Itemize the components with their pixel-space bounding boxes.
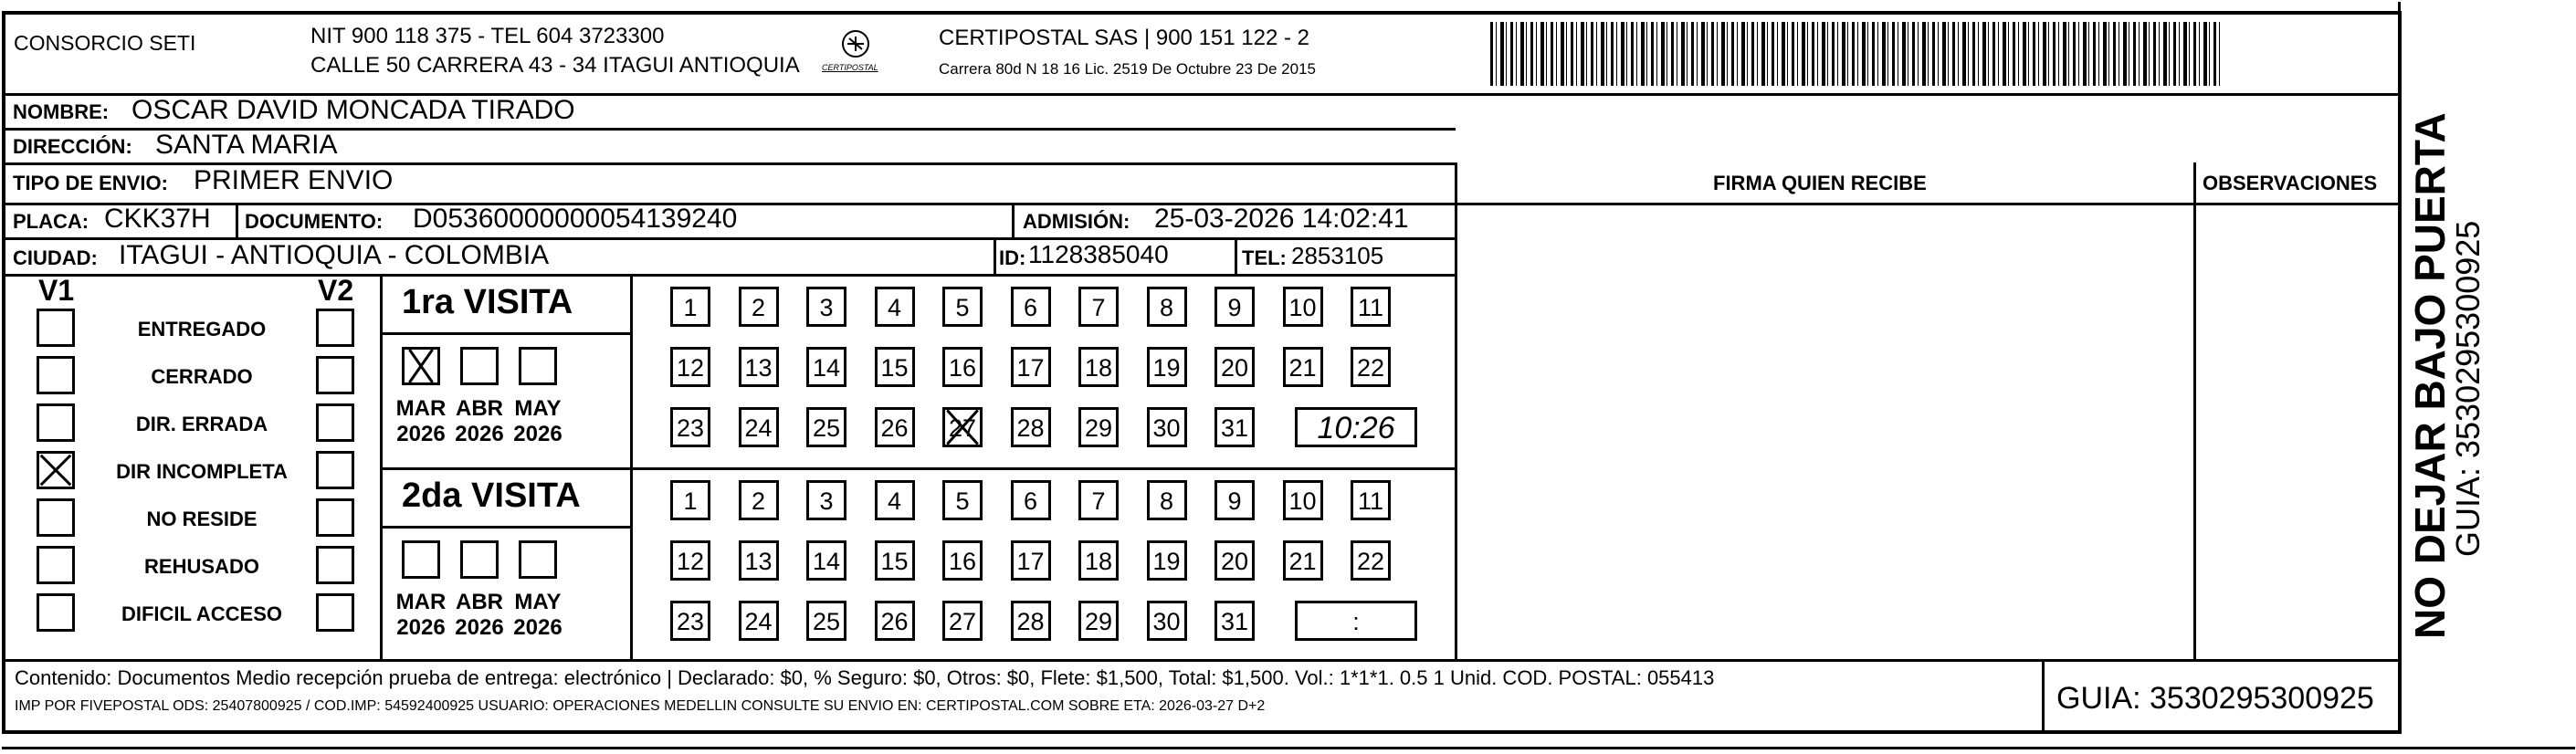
month-checkbox[interactable] [460,540,499,579]
month-name: ABR [456,590,503,614]
day-box[interactable]: 5 [942,287,983,327]
day-box[interactable]: 27 [942,407,983,447]
v2-checkbox[interactable] [316,451,354,489]
direccion-label: DIRECCIÓN: [13,135,132,158]
tipo-envio-label: TIPO DE ENVIO: [13,172,168,194]
day-box[interactable]: 13 [739,347,779,387]
certipostal-logo [815,27,897,79]
v1-checkbox[interactable] [37,498,75,537]
day-box[interactable]: 12 [670,347,710,387]
right-tick-2 [2398,24,2401,44]
visit-title: 2da VISITA [402,476,581,515]
courier-line: CERTIPOSTAL SAS | 900 151 122 - 2 [939,26,1309,50]
status-option-label: DIFICIL ACCESO [121,602,282,625]
day-box[interactable]: 20 [1214,540,1255,581]
month-name: MAY [514,396,562,421]
day-box[interactable]: 10 [1283,480,1323,520]
month-checkbox[interactable] [519,540,557,579]
v2-checkbox[interactable] [316,593,354,632]
day-box[interactable]: 1 [670,287,710,327]
month-year: 2026 [513,422,563,446]
v1-checkbox[interactable] [37,356,75,394]
barcode [1490,22,2221,86]
day-box[interactable]: 30 [1147,407,1187,447]
day-box[interactable]: 4 [875,287,915,327]
observaciones-area[interactable] [2196,205,2399,657]
time-box[interactable]: : [1295,601,1417,641]
v2-checkbox[interactable] [316,356,354,394]
day-box[interactable]: 5 [942,480,983,520]
day-box[interactable]: 16 [942,347,983,387]
day-box[interactable]: 16 [942,540,983,581]
day-box[interactable]: 24 [739,601,779,641]
day-box[interactable]: 24 [739,407,779,447]
v1-checkbox[interactable] [37,546,75,584]
status-option-label: NO RESIDE [146,508,258,530]
day-box[interactable]: 7 [1078,480,1119,520]
div-admision [1012,203,1015,237]
div-tel [1235,237,1237,274]
month-year: 2026 [396,615,446,640]
day-box[interactable]: 15 [875,540,915,581]
day-box[interactable]: 26 [875,407,915,447]
day-box[interactable]: 23 [670,601,710,641]
day-box[interactable]: 20 [1214,347,1255,387]
visit-calendar-divider [630,274,633,467]
nit-line: NIT 900 118 375 - TEL 604 3723300 [310,24,665,48]
admision-label: ADMISIÓN: [1023,210,1130,233]
month-checkbox[interactable] [402,347,440,385]
day-box[interactable]: 19 [1147,540,1187,581]
month-name: MAR [395,590,447,614]
day-box[interactable]: 31 [1214,407,1255,447]
day-box[interactable]: 14 [806,540,846,581]
div-guia-box [2042,659,2045,734]
day-box[interactable]: 29 [1078,407,1119,447]
day-box[interactable]: 2 [739,287,779,327]
month-year: 2026 [455,422,504,446]
month-year: 2026 [455,615,504,640]
day-box[interactable]: 26 [875,601,915,641]
ciudad-label: CIUDAD: [13,246,98,269]
day-box[interactable]: 17 [1011,540,1051,581]
day-box[interactable]: 21 [1283,540,1323,581]
placa-label: PLACA: [13,210,89,233]
day-box[interactable]: 18 [1078,347,1119,387]
v2-checkbox[interactable] [316,546,354,584]
day-box[interactable]: 21 [1283,347,1323,387]
day-box[interactable]: 10 [1283,287,1323,327]
day-box[interactable]: 25 [806,407,846,447]
status-option-label: CERRADO [151,365,253,388]
v2-checkbox[interactable] [316,309,354,347]
status-option-label: REHUSADO [144,555,259,578]
day-box[interactable]: 9 [1214,480,1255,520]
day-box[interactable]: 9 [1214,287,1255,327]
visit-calendar-divider [630,467,633,661]
nombre-value: OSCAR DAVID MONCADA TIRADO [131,95,575,125]
month-year: 2026 [396,422,446,446]
month-year: 2026 [513,615,563,640]
day-box[interactable]: 22 [1351,347,1391,387]
v1-checkbox[interactable] [37,593,75,632]
day-box[interactable]: 2 [739,480,779,520]
no-dejar-warning: NO DEJAR BAJO PUERTA [2406,112,2454,639]
status-option-label: ENTREGADO [137,318,267,340]
day-box[interactable]: 15 [875,347,915,387]
month-name: MAY [514,590,562,614]
day-box[interactable]: 22 [1351,540,1391,581]
v1-checkbox[interactable] [37,403,75,442]
bottom-edge-line [2,747,2575,749]
v2-checkbox[interactable] [316,403,354,442]
v1-checkbox[interactable] [37,309,75,347]
signature-area[interactable] [1457,205,2192,657]
rule-status [2,274,1456,277]
guia-box: GUIA: 3530295300925 [2056,681,2374,716]
time-box[interactable]: 10:26 [1295,407,1417,447]
day-box[interactable]: 11 [1351,480,1391,520]
day-box[interactable]: 13 [739,540,779,581]
div-id [994,237,996,274]
day-box[interactable]: 6 [1011,287,1051,327]
day-box[interactable]: 3 [806,480,846,520]
nombre-label: NOMBRE: [13,100,110,123]
tel-label: TEL: [1242,246,1287,269]
v1-label: V1 [38,274,75,307]
imp-line: IMP POR FIVEPOSTAL ODS: 25407800925 / COD.IMP: 54592400925 USUARIO: OPERACIONES MEDELLIN CONSULTE SU ENVIO EN: CERTIPOSTAL.COM SOBRE ETA: 2026-03-27 D+2 [15,698,1266,714]
day-box[interactable]: 28 [1011,407,1051,447]
day-box[interactable]: 23 [670,407,710,447]
ciudad-value: ITAGUI - ANTIOQUIA - COLOMBIA [119,240,550,270]
day-box[interactable]: 11 [1351,287,1391,327]
direccion-value: SANTA MARIA [155,130,338,160]
contenido-line: Contenido: Documentos Medio recepción prueba de entrega: electrónico | Declarado: $0, % Seguro: $0, Otros: $0, Flete: $1,500, Total: $1,500. Vol.: 1*1*1. 0.5 1 Unid. COD. POSTAL: 055413 [15,666,1715,689]
rule-visit-split [380,467,1456,470]
logo-text: CERTIPOSTAL [822,63,878,72]
day-box[interactable]: 14 [806,347,846,387]
month-name: ABR [456,396,503,421]
id-label: ID: [999,246,1026,269]
day-box[interactable]: 7 [1078,287,1119,327]
documento-label: DOCUMENTO: [245,210,384,233]
visit-title: 1ra VISITA [402,283,573,321]
day-box[interactable]: 3 [806,287,846,327]
day-box[interactable]: 4 [875,480,915,520]
side-guia: GUIA: 3530295300925 [2449,220,2487,557]
v2-label: V2 [318,274,354,307]
visit-title-rule [380,332,630,335]
day-box[interactable]: 27 [942,601,983,641]
day-box[interactable]: 19 [1147,347,1187,387]
day-box[interactable]: 25 [806,601,846,641]
month-checkbox[interactable] [519,347,557,385]
tipo-envio-value: PRIMER ENVIO [194,165,394,195]
day-box[interactable]: 17 [1011,347,1051,387]
company-name: CONSORCIO SETI [14,31,196,55]
documento-value: D05360000000054139240 [413,204,738,234]
day-box[interactable]: 18 [1078,540,1119,581]
address-line: CALLE 50 CARRERA 43 - 34 ITAGUI ANTIOQUIA [310,53,800,78]
day-box[interactable]: 31 [1214,601,1255,641]
month-checkbox[interactable] [460,347,499,385]
v1-checkbox[interactable] [37,451,75,489]
admision-value: 25-03-2026 14:02:41 [1154,204,1409,234]
v2-checkbox[interactable] [316,498,354,537]
div-placa [236,203,238,237]
id-value: 1128385040 [1028,240,1169,268]
right-tick [2398,2,2401,11]
status-option-label: DIR. ERRADA [135,413,268,435]
placa-value: CKK37H [104,204,211,234]
day-box[interactable]: 12 [670,540,710,581]
visit-title-rule [380,526,630,529]
month-name: MAR [395,396,447,421]
tel-value: 2853105 [1291,242,1384,269]
day-box[interactable]: 28 [1011,601,1051,641]
status-option-label: DIR INCOMPLETA [116,460,288,483]
firma-label: FIRMA QUIEN RECIBE [1713,172,1927,194]
day-box[interactable]: 8 [1147,287,1187,327]
observaciones-label: OBSERVACIONES [2203,172,2378,194]
month-checkbox[interactable] [402,540,440,579]
day-box[interactable]: 1 [670,480,710,520]
day-box[interactable]: 30 [1147,601,1187,641]
day-box[interactable]: 29 [1078,601,1119,641]
day-box[interactable]: 8 [1147,480,1187,520]
day-box[interactable]: 6 [1011,480,1051,520]
license-line: Carrera 80d N 18 16 Lic. 2519 De Octubre 23 De 2015 [939,60,1316,78]
